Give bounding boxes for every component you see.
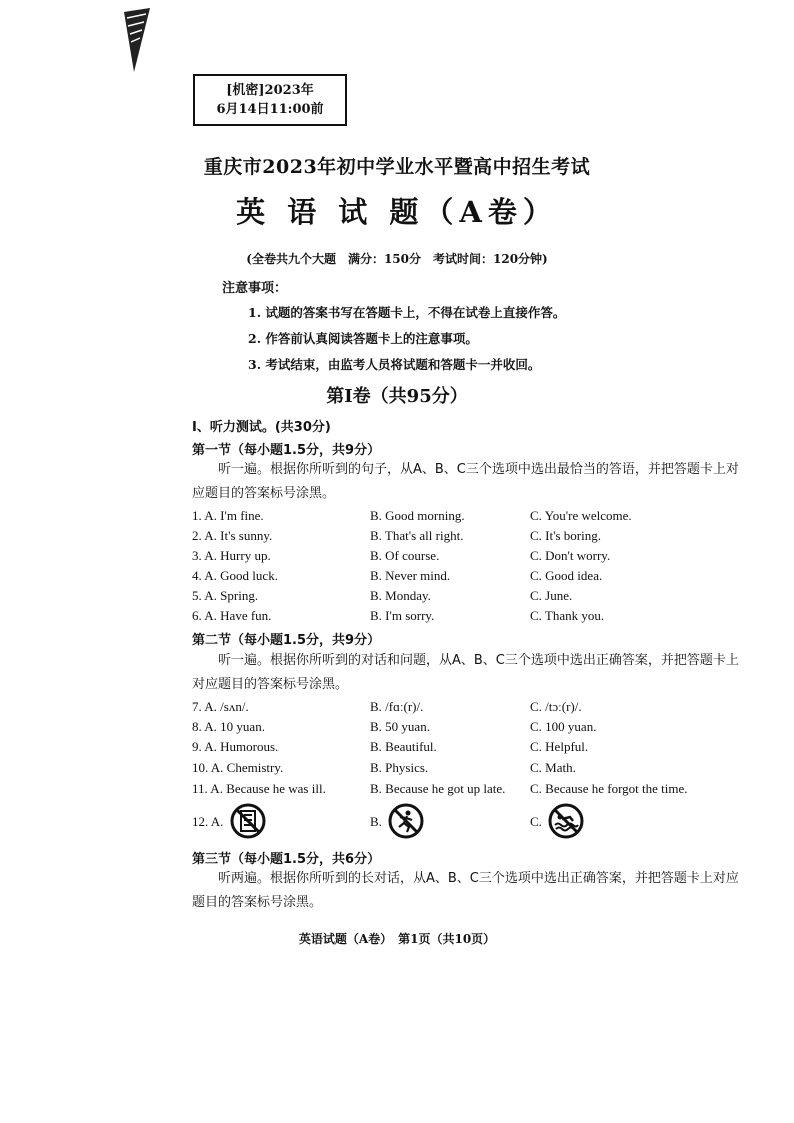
section1-instruction: 听一遍。根据你所听到的句子，从A、B、C三个选项中选出最恰当的答语，并把答题卡上对应题目的答案标号涂黑。 — [192, 462, 739, 501]
question-row — [192, 568, 752, 588]
question-row — [192, 739, 752, 759]
option-c: C. Don't worry. — [530, 548, 611, 563]
corner-mark-icon — [124, 8, 150, 72]
option-a: 11. A. Because he was ill. — [192, 781, 326, 796]
option-b: B. Never mind. — [370, 568, 451, 583]
no-smoking-sign-icon — [230, 803, 266, 839]
option-a: 8. A. 10 yuan. — [192, 719, 265, 734]
section3-instruction: 听两遍。根据你所听到的长对话，从A、B、C三个选项中选出正确答案，并把答题卡上对应题目的答案标号涂黑。 — [192, 871, 739, 910]
question-row — [192, 699, 752, 719]
section2-heading: 第二节（每小题1.5分，共9分） — [192, 633, 381, 648]
question-row — [192, 760, 752, 780]
option-a: 7. A. /sʌn/. — [192, 699, 249, 714]
option-a: 1. A. I'm fine. — [192, 508, 264, 523]
question-row — [192, 508, 752, 528]
no-swimming-sign-icon — [548, 803, 584, 839]
option-c: C. You're welcome. — [530, 508, 632, 523]
no-running-sign-icon — [388, 803, 424, 839]
section2-instruction: 听一遍。根据你所听到的对话和问题，从A、B、C三个选项中选出正确答案，并把答题卡上对应题目的答案标号涂黑。 — [192, 653, 739, 692]
option-b: B. Physics. — [370, 760, 429, 775]
option-c: C. — [530, 814, 542, 829]
exam-subtitle: 英 语 试 题（A卷） — [236, 195, 558, 229]
option-b: B. Beautiful. — [370, 739, 437, 754]
option-b: B. Because he got up late. — [370, 781, 506, 796]
option-b: B. Good morning. — [370, 508, 465, 523]
exam-title: 重庆市2023年初中学业水平暨高中招生考试 — [203, 156, 591, 178]
option-a: 10. A. Chemistry. — [192, 760, 284, 775]
option-b: B. Of course. — [370, 548, 440, 563]
note-item: 3. 考试结束，由监考人员将试题和答题卡一并收回。 — [248, 357, 541, 372]
option-a: 4. A. Good luck. — [192, 568, 278, 583]
option-b: B. Monday. — [370, 588, 431, 603]
question-row — [192, 528, 752, 548]
section3-heading: 第三节（每小题1.5分，共6分） — [192, 852, 381, 867]
confidential-box — [193, 74, 347, 126]
option-c: C. 100 yuan. — [530, 719, 597, 734]
option-b: B. — [370, 814, 382, 829]
note-item: 2. 作答前认真阅读答题卡上的注意事项。 — [248, 331, 478, 346]
option-a: 2. A. It's sunny. — [192, 528, 273, 543]
option-c: C. Good idea. — [530, 568, 603, 583]
part-title: 第I卷（共95分） — [326, 386, 468, 407]
option-b: B. 50 yuan. — [370, 719, 430, 734]
confidential-line-2: 6月14日11:00前 — [216, 102, 324, 117]
option-c: C. Helpful. — [530, 739, 589, 754]
option-a: 12. A. — [192, 814, 224, 829]
option-c: C. June. — [530, 588, 573, 603]
option-c: C. /tɔː(r)/. — [530, 699, 582, 714]
confidential-line-1: [机密]2023年 — [226, 83, 314, 98]
option-b: B. That's all right. — [370, 528, 464, 543]
option-c: C. Math. — [530, 760, 576, 775]
note-item: 1. 试题的答案书写在答题卡上，不得在试卷上直接作答。 — [248, 305, 566, 320]
question-row-12 — [192, 803, 752, 845]
option-a: 5. A. Spring. — [192, 588, 259, 603]
option-a: 9. A. Humorous. — [192, 739, 279, 754]
exam-info: (全卷共九个大题 满分：150分 考试时间：120分钟) — [246, 252, 548, 266]
question-row — [192, 548, 752, 568]
section1-heading: 第一节（每小题1.5分，共9分） — [192, 443, 381, 458]
option-b: B. /fɑː(r)/. — [370, 699, 424, 714]
page-footer: 英语试题（A卷） 第1页（共10页） — [298, 932, 496, 946]
notes-heading: 注意事项： — [222, 281, 288, 296]
option-c: C. It's boring. — [530, 528, 601, 543]
option-b: B. I'm sorry. — [370, 608, 435, 623]
option-a: 6. A. Have fun. — [192, 608, 272, 623]
question-row — [192, 781, 752, 801]
question-row — [192, 608, 752, 628]
option-c: C. Because he forgot the time. — [530, 781, 688, 796]
option-a: 3. A. Hurry up. — [192, 548, 271, 563]
listening-heading: I、听力测试。(共30分) — [192, 420, 331, 435]
question-row — [192, 588, 752, 608]
question-row — [192, 719, 752, 739]
option-c: C. Thank you. — [530, 608, 605, 623]
